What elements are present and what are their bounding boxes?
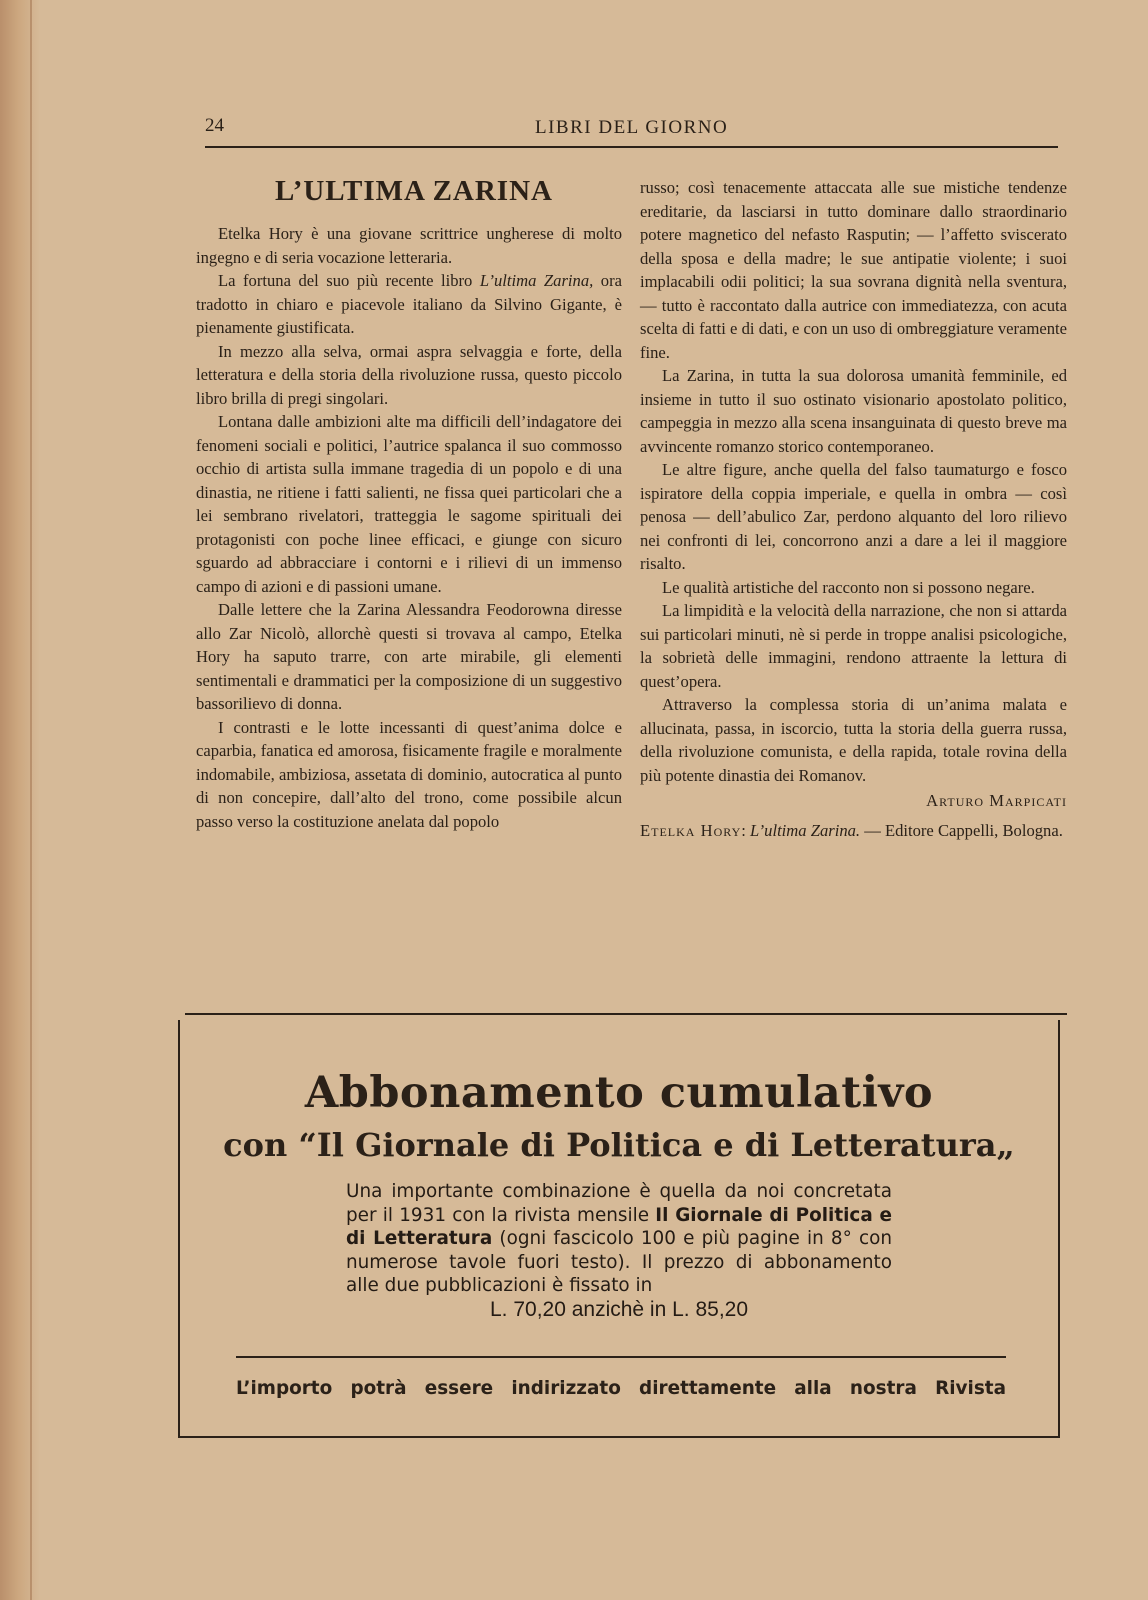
paragraph-text: ora tradotto in chiaro e piacevole italiano da Silvino Gigante, è pienamente giustificata.	[196, 271, 622, 337]
advert-inner-rule	[236, 1356, 1006, 1358]
article-column-right	[640, 176, 1067, 842]
author-signature: Arturo Marpicati	[926, 791, 1067, 810]
article-paragraph: Le qualità artistiche del racconto non si possono negare.	[662, 577, 1035, 597]
advert-footer: L’importo potrà essere indirizzato direttamente alla nostra Rivista	[236, 1378, 1006, 1399]
article-title: L’ULTIMA ZARINA	[275, 175, 553, 207]
article-paragraph: La Zarina, in tutta la sua dolorosa umanità femminile, ed insieme in tutto il suo ostinato visionario apostolato politico, campeggia in mezzo alla scena insanguinata di questo breve ma avvincente romanzo storico contemporaneo.	[640, 366, 1067, 456]
advert-text: Una importante combinazione è quella da noi concretata per il 1931 con la rivista mensile	[346, 1181, 892, 1226]
article-paragraph: Dalle lettere che la Zarina Alessandra Feodorowna diresse allo Zar Nicolò, allorchè questi si trovava al campo, Etelka Hory ha saputo trarre, con arte mirabile, gli elementi sentimentali e drammatici per la composizione di un suggestivo bassorilievo di donna.	[196, 600, 622, 713]
article-paragraph: Etelka Hory è una giovane scrittrice ungherese di molto ingegno e di seria vocazione letteraria.	[196, 224, 622, 267]
biblio-author: Etelka Hory	[640, 820, 742, 840]
article-paragraph: I contrasti e le lotte incessanti di quest’anima dolce e caparbia, fanatica ed amorosa, fisicamente fragile e moralmente indomabile, ambiziosa, assetata di dominio, autocratica al punto di non concepire, dall’alto del trono, come possibile alcun passo verso la costituzione anelata dal popolo	[196, 717, 622, 831]
article-paragraph: Le altre figure, anche quella del falso taumaturgo e fosco ispiratore della coppia imperiale, e quella in ombra — così penosa — dell’abulico Zar, perdono alquanto del loro rilievo nei confronti di lei, concorrono anzi a dare a lei il maggiore risalto.	[640, 460, 1067, 573]
article-paragraph: Lontana dalle ambizioni alte ma difficili dell’indagatore dei fenomeni sociali e politici, l’autrice spalanca il suo commosso occhio di artista sulla immane tragedia di un popolo e di una dinastia, ne ritiene i fatti salienti, ne fissa quei particolari che a lei sembrano rivelatori, tratteggia le sagome spirituali dei protagonisti con poche linee efficaci, e giunge con sicuro sguardo ad abbracciare i contorni e i rilievi di un immenso campo di azioni e di passioni umane.	[196, 412, 622, 596]
advert-box	[178, 1020, 1060, 1438]
biblio-separator: :	[741, 820, 751, 840]
page-spine-shadow	[0, 0, 40, 1600]
advert-journal-name: Il Giornale di Politica e di Letteratura	[346, 1204, 892, 1249]
article-paragraph: russo; così tenacemente attaccata alle sue mistiche tendenze ereditarie, da lasciarsi in tutto dominare dallo straordinario potere magnetico del nefasto Rasputin; — l’affetto sviscerato della sposa e della madre; le sue antipatie violente; i suoi implacabili odii politici; la sua sovrana dignità nella sventura, — tutto è raccontato dalla autrice con immediatezza, con acuta scelta di fatti e di dati, e con un uso di ombreggiature veramente fine.	[640, 178, 1067, 362]
binding-edge	[30, 0, 32, 1600]
bibliographic-note	[640, 819, 1067, 843]
advert-price: L. 70,20 anzichè in L. 85,20	[489, 1297, 749, 1321]
advert-subtitle: con “Il Giornale di Politica e di Letteratura„	[223, 1126, 1015, 1164]
article-paragraph	[196, 269, 622, 340]
page-header	[205, 115, 1065, 145]
article-paragraph: Attraverso la complessa storia di un’anima malata e allucinata, passa, in iscorcio, tutta la storia della guerra russa, della rivoluzione comunista, e della rapida, totale rovina della più potente dinastia dei Romanov.	[640, 695, 1067, 785]
page-number: 24	[205, 115, 224, 136]
book-title: L’ultima Zarina,	[479, 271, 594, 290]
biblio-publisher: — Editore Cappelli, Bologna.	[860, 820, 1063, 840]
paragraph-text: La fortuna del suo più recente libro	[218, 271, 480, 290]
article-paragraph: In mezzo alla selva, ormai aspra selvaggia e forte, della letteratura e della storia della rivoluzione russa, questo piccolo libro brilla di pregi singolari.	[196, 341, 622, 408]
advert-body	[346, 1180, 892, 1321]
biblio-title: L’ultima Zarina.	[750, 820, 861, 840]
advert-top-rule	[185, 1013, 1067, 1015]
advert-text: (ogni fascicolo 100 e più pagine in 8° con numerose tavole fuori testo). Il prezzo di abbonamento alle due pubblicazioni è fissato in	[346, 1228, 892, 1296]
article-paragraph: La limpidità e la velocità della narrazione, che non si attarda sui particolari minuti, nè si perde in troppe analisi psicologiche, la sobrietà delle immagini, rendono attraente la lettura di quest’opera.	[640, 601, 1067, 691]
running-head: LIBRI DEL GIORNO	[535, 117, 729, 138]
article-column-left	[196, 172, 622, 833]
advert-title: Abbonamento cumulativo	[304, 1068, 934, 1118]
header-rule	[205, 146, 1058, 148]
